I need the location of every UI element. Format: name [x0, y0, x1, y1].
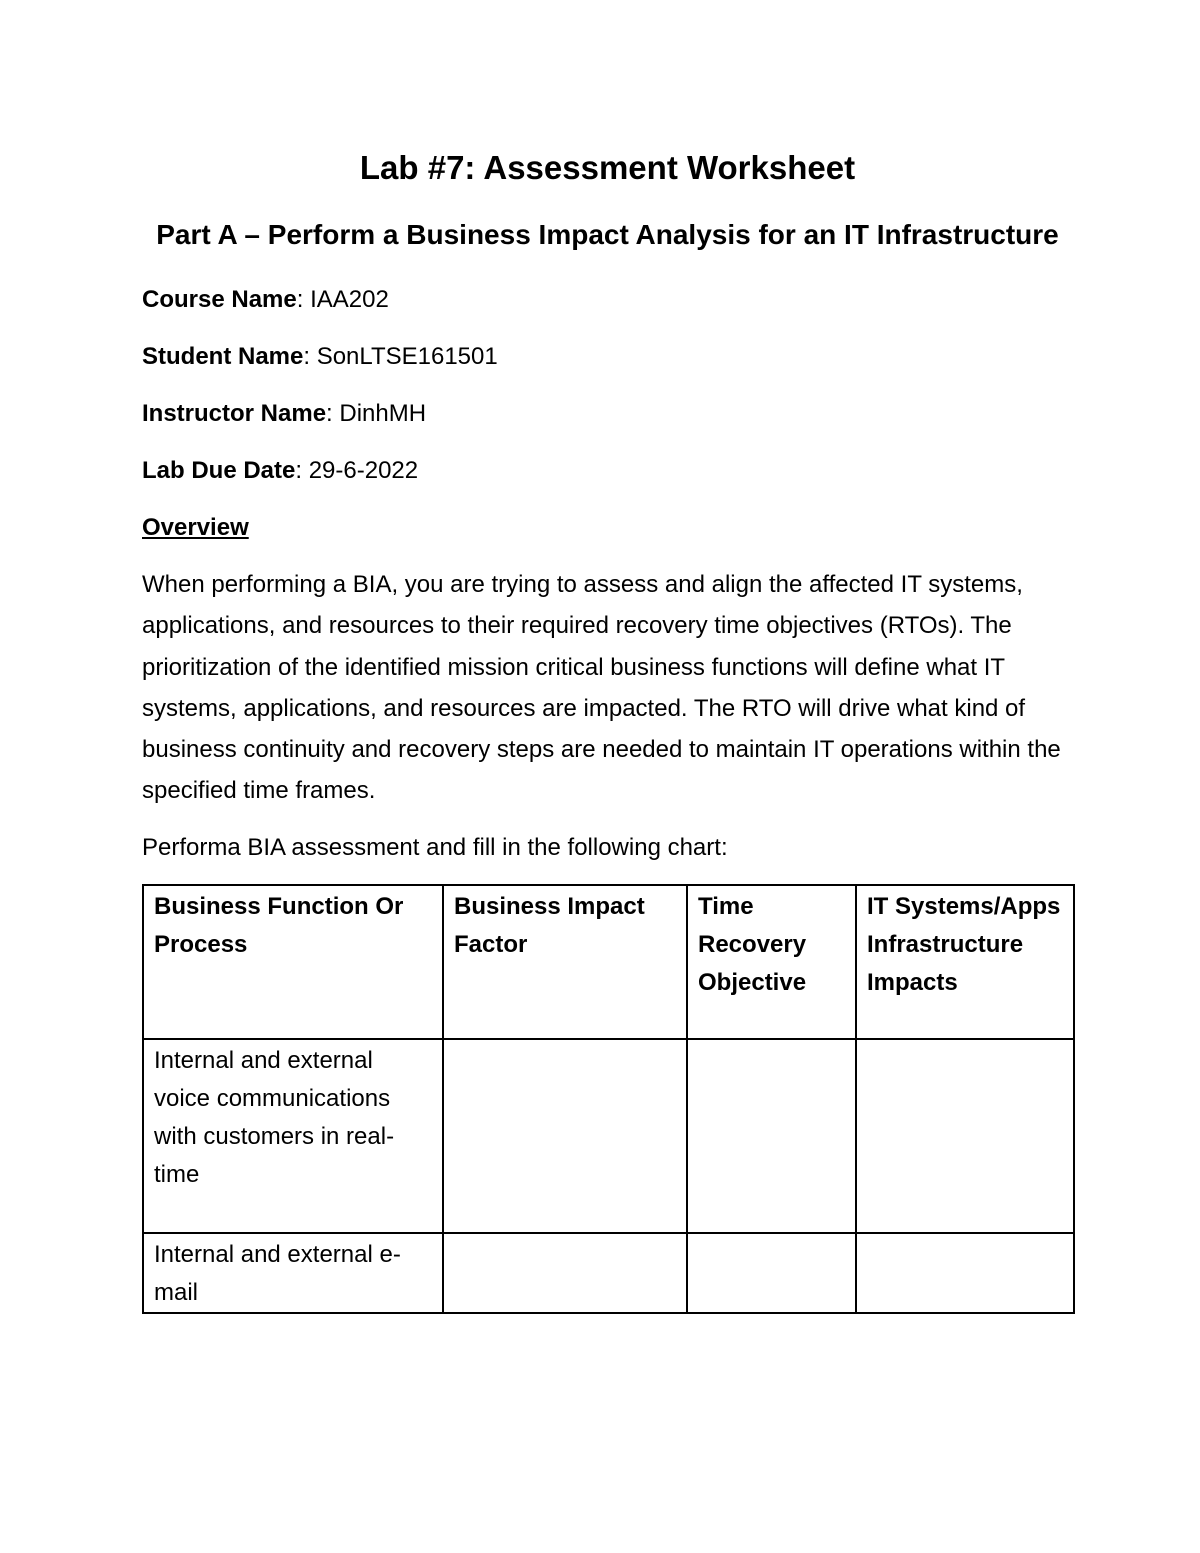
header-it-systems-impacts: IT Systems/Apps Infrastructure Impacts [856, 885, 1074, 1039]
table-header-row [143, 885, 1074, 1039]
instructor-name-field [142, 398, 1073, 430]
instruction-text: Performa BIA assessment and fill in the following chart: [142, 833, 728, 861]
instructor-name-label: Instructor Name [142, 400, 327, 427]
cell-business-function: Internal and external voice communications with customers in real-time [143, 1039, 443, 1233]
page-title: Lab #7: Assessment Worksheet [359, 149, 856, 186]
overview-heading: Overview [142, 514, 249, 541]
due-date-label: Lab Due Date [142, 457, 296, 484]
cell-it-systems-impacts[interactable] [856, 1233, 1074, 1313]
cell-business-function: Internal and external e-mail [143, 1233, 443, 1313]
overview-paragraph: When performing a BIA, you are trying to assess and align the affected IT systems, applications, and resources to their required recovery time objectives (RTOs). The prioritization of the identified mission critical business functions will define what IT systems, applications, and resources are impacted. The RTO will drive what kind of business continuity and recovery steps are needed to maintain IT operations within the specified time frames. [142, 571, 1061, 805]
table-row [143, 1233, 1074, 1313]
cell-business-impact-factor[interactable] [443, 1039, 687, 1233]
worksheet-page [142, 140, 1073, 1314]
header-time-recovery-objective: Time Recovery Objective [687, 885, 856, 1039]
due-date-value: : 29-6-2022 [295, 457, 419, 484]
student-name-value: : SonLTSE161501 [303, 343, 498, 370]
student-name-label: Student Name [142, 343, 304, 370]
course-name-label: Course Name [142, 286, 297, 313]
page-subtitle: Part A – Perform a Business Impact Analysis for an IT Infrastructure [156, 219, 1059, 250]
cell-time-recovery-objective[interactable] [687, 1233, 856, 1313]
cell-it-systems-impacts[interactable] [856, 1039, 1074, 1233]
bia-table [142, 884, 1075, 1314]
due-date-field [142, 455, 1073, 487]
cell-time-recovery-objective[interactable] [687, 1039, 856, 1233]
header-business-function: Business Function Or Process [143, 885, 443, 1039]
course-name-field [142, 284, 1073, 316]
course-name-value: : IAA202 [296, 286, 389, 313]
cell-business-impact-factor[interactable] [443, 1233, 687, 1313]
instructor-name-value: : DinhMH [326, 400, 427, 427]
header-business-impact-factor: Business Impact Factor [443, 885, 687, 1039]
table-row [143, 1039, 1074, 1233]
student-name-field [142, 341, 1073, 373]
